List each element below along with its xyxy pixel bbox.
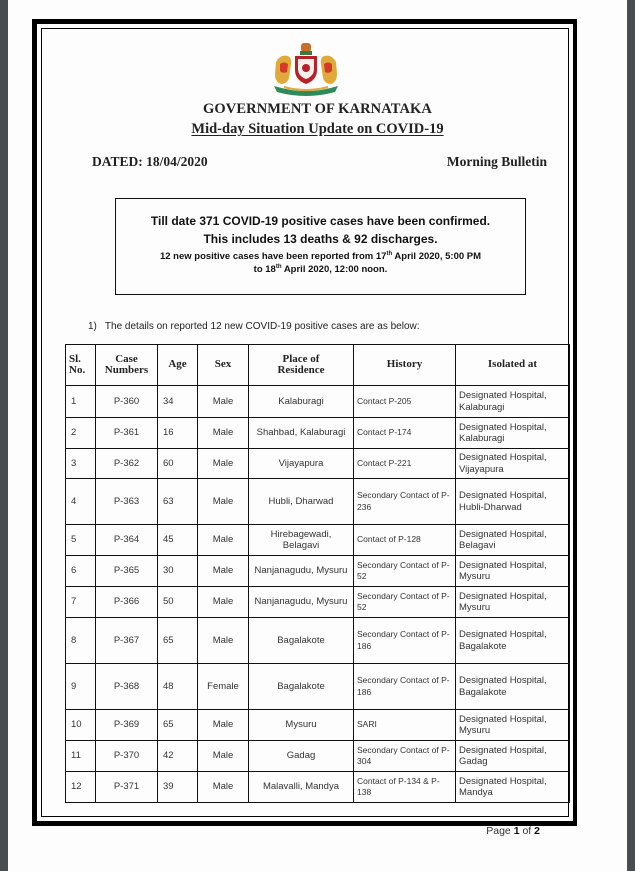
header-place: Place of Residence <box>249 345 354 386</box>
cell-sex: Male <box>198 386 249 418</box>
summary-new-cases-from <box>116 251 525 262</box>
cell-history: Contact of P-128 <box>354 525 456 556</box>
cell-age: 30 <box>158 556 198 587</box>
cell-sex: Male <box>198 479 249 525</box>
document-page <box>8 0 627 871</box>
cell-age: 48 <box>158 664 198 710</box>
cell-history: Contact P-221 <box>354 449 456 479</box>
summary-to-time: April 2020, 12:00 noon. <box>281 264 388 275</box>
cell-sl-no: 1 <box>66 386 96 418</box>
summary-from-sup: th <box>386 250 393 257</box>
cases-table <box>65 344 570 803</box>
cell-age: 42 <box>158 741 198 772</box>
cell-history: Secondary Contact of P-52 <box>354 587 456 618</box>
cell-case-number: P-371 <box>96 772 158 803</box>
cell-age: 34 <box>158 386 198 418</box>
cell-age: 39 <box>158 772 198 803</box>
bulletin-date: DATED: 18/04/2020 <box>92 154 208 169</box>
cell-sex: Male <box>198 525 249 556</box>
bulletin-subtitle <box>8 121 627 138</box>
cell-case-number: P-366 <box>96 587 158 618</box>
cell-sex: Male <box>198 618 249 664</box>
summary-deaths-discharges: This includes 13 deaths & 92 discharges. <box>203 232 438 246</box>
table-row <box>66 664 570 710</box>
cell-place: Nanjanagudu, Mysuru <box>249 587 354 618</box>
cell-age: 65 <box>158 618 198 664</box>
cell-history: Contact of P-134 & P-138 <box>354 772 456 803</box>
cell-sl-no: 6 <box>66 556 96 587</box>
table-row <box>66 449 570 479</box>
summary-from-time: April 2020, 5:00 PM <box>392 251 482 262</box>
cell-sex: Male <box>198 587 249 618</box>
table-row <box>66 418 570 449</box>
summary-from-text: 12 new positive cases have been reported from 17 <box>159 251 387 262</box>
summary-to-sup: th <box>275 263 282 270</box>
cell-place: Bagalakote <box>249 664 354 710</box>
cell-sl-no: 4 <box>66 479 96 525</box>
cell-isolated-at: Designated Hospital, Mysuru <box>456 556 570 587</box>
cell-age: 63 <box>158 479 198 525</box>
section-intro <box>88 321 420 332</box>
cell-history: Secondary Contact of P-52 <box>354 556 456 587</box>
cell-sex: Male <box>198 772 249 803</box>
cell-sl-no: 10 <box>66 710 96 741</box>
cell-isolated-at: Designated Hospital, Belagavi <box>456 525 570 556</box>
cell-age: 65 <box>158 710 198 741</box>
section-intro-text: The details on reported 12 new COVID-19 positive cases are as below: <box>104 321 420 332</box>
cell-sex: Female <box>198 664 249 710</box>
cell-case-number: P-361 <box>96 418 158 449</box>
table-row <box>66 710 570 741</box>
cell-place: Hubli, Dharwad <box>249 479 354 525</box>
cell-place: Malavalli, Mandya <box>249 772 354 803</box>
header-age: Age <box>158 345 198 386</box>
cell-sl-no: 11 <box>66 741 96 772</box>
section-number: 1) <box>88 321 97 332</box>
table-row <box>66 587 570 618</box>
cell-sl-no: 9 <box>66 664 96 710</box>
cell-case-number: P-370 <box>96 741 158 772</box>
cell-history: SARI <box>354 710 456 741</box>
cell-isolated-at: Designated Hospital, Vijayapura <box>456 449 570 479</box>
cell-sex: Male <box>198 449 249 479</box>
cell-sex: Male <box>198 418 249 449</box>
cell-sl-no: 5 <box>66 525 96 556</box>
cell-history: Secondary Contact of P-304 <box>354 741 456 772</box>
header-case-numbers: Case Numbers <box>96 345 158 386</box>
cell-isolated-at: Designated Hospital, Bagalakote <box>456 618 570 664</box>
cell-place: Hirebagewadi, Belagavi <box>249 525 354 556</box>
cell-history: Contact P-205 <box>354 386 456 418</box>
cell-age: 60 <box>158 449 198 479</box>
cell-age: 45 <box>158 525 198 556</box>
table-row <box>66 618 570 664</box>
cell-place: Bagalakote <box>249 618 354 664</box>
cell-sl-no: 12 <box>66 772 96 803</box>
cell-case-number: P-367 <box>96 618 158 664</box>
header-sex: Sex <box>198 345 249 386</box>
cell-place: Mysuru <box>249 710 354 741</box>
table-row <box>66 772 570 803</box>
header-sl-no: Sl. No. <box>66 345 96 386</box>
cell-history: Contact P-174 <box>354 418 456 449</box>
summary-to-text: to 18 <box>253 264 276 275</box>
summary-new-cases-to <box>116 264 525 275</box>
cell-sl-no: 3 <box>66 449 96 479</box>
cell-isolated-at: Designated Hospital, Mandya <box>456 772 570 803</box>
cell-isolated-at: Designated Hospital, Gadag <box>456 741 570 772</box>
cell-sl-no: 7 <box>66 587 96 618</box>
cell-place: Gadag <box>249 741 354 772</box>
summary-box <box>115 198 526 295</box>
header-history: History <box>354 345 456 386</box>
cell-sex: Male <box>198 741 249 772</box>
cell-case-number: P-368 <box>96 664 158 710</box>
karnataka-emblem-icon <box>270 40 342 98</box>
bulletin-subtitle-text: Mid-day Situation Update on COVID-19 <box>191 121 444 137</box>
cell-isolated-at: Designated Hospital, Kalaburagi <box>456 418 570 449</box>
cell-isolated-at: Designated Hospital, Kalaburagi <box>456 386 570 418</box>
cell-sl-no: 8 <box>66 618 96 664</box>
header-isolated-at: Isolated at <box>456 345 570 386</box>
cell-sex: Male <box>198 710 249 741</box>
cell-place: Kalaburagi <box>249 386 354 418</box>
cell-sex: Male <box>198 556 249 587</box>
cell-place: Nanjanagudu, Mysuru <box>249 556 354 587</box>
cell-isolated-at: Designated Hospital, Bagalakote <box>456 664 570 710</box>
cell-age: 16 <box>158 418 198 449</box>
cell-age: 50 <box>158 587 198 618</box>
page-number: Page 1 of 2 <box>486 825 540 837</box>
table-row <box>66 479 570 525</box>
table-row <box>66 741 570 772</box>
cell-place: Vijayapura <box>249 449 354 479</box>
cell-case-number: P-369 <box>96 710 158 741</box>
cell-history: Secondary Contact of P-186 <box>354 618 456 664</box>
government-title: GOVERNMENT OF KARNATAKA <box>203 101 432 117</box>
cell-isolated-at: Designated Hospital, Hubli-Dharwad <box>456 479 570 525</box>
cell-sl-no: 2 <box>66 418 96 449</box>
table-header-row <box>66 345 570 386</box>
table-row <box>66 525 570 556</box>
cell-case-number: P-362 <box>96 449 158 479</box>
cell-isolated-at: Designated Hospital, Mysuru <box>456 587 570 618</box>
cell-isolated-at: Designated Hospital, Mysuru <box>456 710 570 741</box>
table-row <box>66 386 570 418</box>
table-row <box>66 556 570 587</box>
cell-case-number: P-365 <box>96 556 158 587</box>
cell-case-number: P-360 <box>96 386 158 418</box>
summary-total-cases: Till date 371 COVID-19 positive cases have been confirmed. <box>150 214 491 228</box>
cell-case-number: P-363 <box>96 479 158 525</box>
cell-case-number: P-364 <box>96 525 158 556</box>
cell-place: Shahbad, Kalaburagi <box>249 418 354 449</box>
bulletin-type: Morning Bulletin <box>446 154 547 169</box>
cell-history: Secondary Contact of P-236 <box>354 479 456 525</box>
cell-history: Secondary Contact of P-186 <box>354 664 456 710</box>
